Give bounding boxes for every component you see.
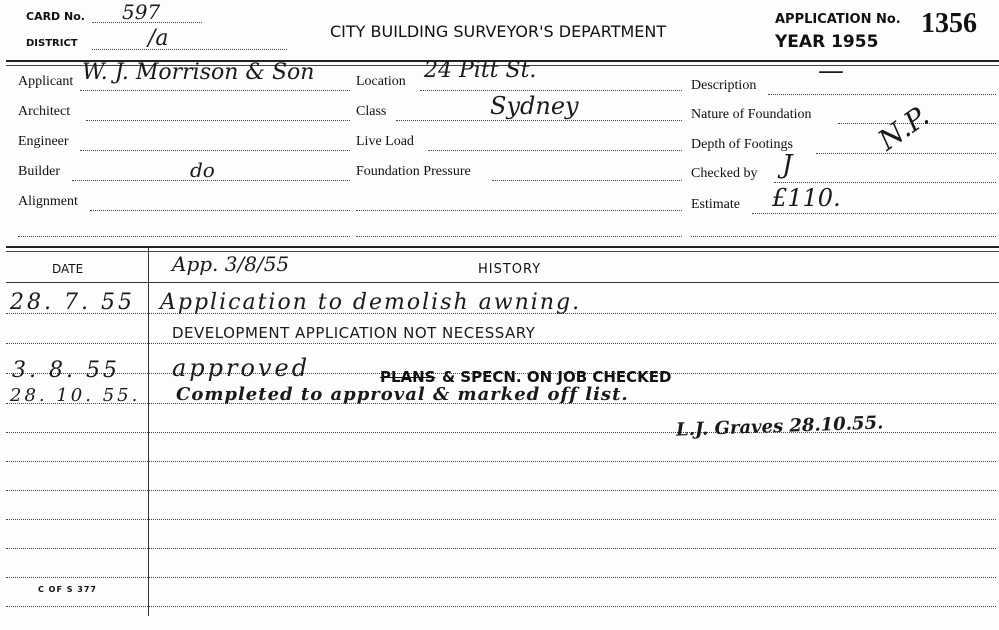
history-row-3-struck-text: PLANS <box>380 368 436 386</box>
checked-by-line <box>774 182 996 183</box>
history-ruled-line <box>6 519 996 520</box>
estimate-line <box>752 213 996 214</box>
form-code: C OF S 377 <box>38 585 97 594</box>
history-row-3-stamp: & SPECN. ON JOB CHECKED <box>442 368 672 386</box>
date-header: DATE <box>52 262 84 276</box>
history-row-3-date: 3. 8. 55 <box>12 358 120 383</box>
architect-label: Architect <box>18 104 71 119</box>
location-label: Location <box>356 74 406 89</box>
middle-blank-line-2 <box>356 236 682 237</box>
engineer-line <box>80 150 350 151</box>
builder-label: Builder <box>18 164 60 179</box>
history-row-4-entry: Completed to approval & marked off list. <box>176 384 629 405</box>
history-ruled-line <box>6 343 996 344</box>
class-line <box>396 120 682 121</box>
history-row-2-entry: DEVELOPMENT APPLICATION NOT NECESSARY <box>172 324 536 342</box>
alignment-label: Alignment <box>18 194 78 209</box>
history-header: HISTORY <box>478 262 542 277</box>
location-line <box>420 90 682 91</box>
right-blank-line <box>691 236 996 237</box>
history-row-1-date: 28. 7. 55 <box>10 290 135 315</box>
class-label: Class <box>356 104 387 119</box>
app-date: App. 3/8/55 <box>172 252 290 276</box>
year-label: YEAR 1955 <box>775 32 879 52</box>
foundation-pressure-line <box>492 180 682 181</box>
location-value: 24 Pitt St. <box>424 58 537 83</box>
application-no-label: APPLICATION No. <box>775 12 901 27</box>
builder-value: do <box>190 158 215 182</box>
applicant-line <box>80 90 350 91</box>
foundation-pressure-label: Foundation Pressure <box>356 164 471 179</box>
history-ruled-line <box>6 490 996 491</box>
history-ruled-line <box>6 548 996 549</box>
middle-blank-line <box>356 210 682 211</box>
applicant-label: Applicant <box>18 74 74 89</box>
checked-by-label: Checked by <box>691 166 758 181</box>
district-line <box>92 49 287 50</box>
history-ruled-line <box>6 577 996 578</box>
card-no-label: CARD No. <box>26 10 85 23</box>
history-rule-top <box>6 246 999 248</box>
live-load-line <box>428 150 682 151</box>
applicant-value: W. J. Morrison & Son <box>82 60 315 85</box>
architect-line <box>86 120 350 121</box>
description-line <box>768 94 996 95</box>
alignment-line <box>90 210 350 211</box>
department-title: CITY BUILDING SURVEYOR'S DEPARTMENT <box>330 22 667 41</box>
signature: L.J. Graves 28.10.55. <box>675 412 884 441</box>
district-value: /a <box>148 26 169 51</box>
application-no-value: 1356 <box>921 8 977 39</box>
np-mark: N.P. <box>872 99 935 158</box>
card-no-value: 597 <box>122 0 161 24</box>
history-row-1-entry: Application to demolish awning. <box>160 290 582 315</box>
history-row-3-entry-handwritten: approved <box>172 354 311 382</box>
alignment-line-2 <box>18 236 350 237</box>
description-label: Description <box>691 78 757 93</box>
class-value: Sydney <box>490 92 579 120</box>
description-value: — <box>818 56 844 86</box>
history-ruled-line <box>6 606 996 607</box>
live-load-label: Live Load <box>356 134 414 149</box>
history-header-rule <box>6 282 999 283</box>
history-rule-bottom <box>6 251 999 252</box>
nature-of-foundation-label: Nature of Foundation <box>691 107 812 122</box>
district-label: DISTRICT <box>26 38 78 49</box>
checked-by-value: J <box>782 150 793 180</box>
engineer-label: Engineer <box>18 134 69 149</box>
history-ruled-line <box>6 461 996 462</box>
history-row-4-date: 28. 10. 55. <box>10 385 141 406</box>
depth-of-footings-line <box>816 153 996 154</box>
depth-of-footings-label: Depth of Footings <box>691 137 793 152</box>
estimate-label: Estimate <box>691 197 740 212</box>
estimate-value: £110. <box>772 184 841 212</box>
